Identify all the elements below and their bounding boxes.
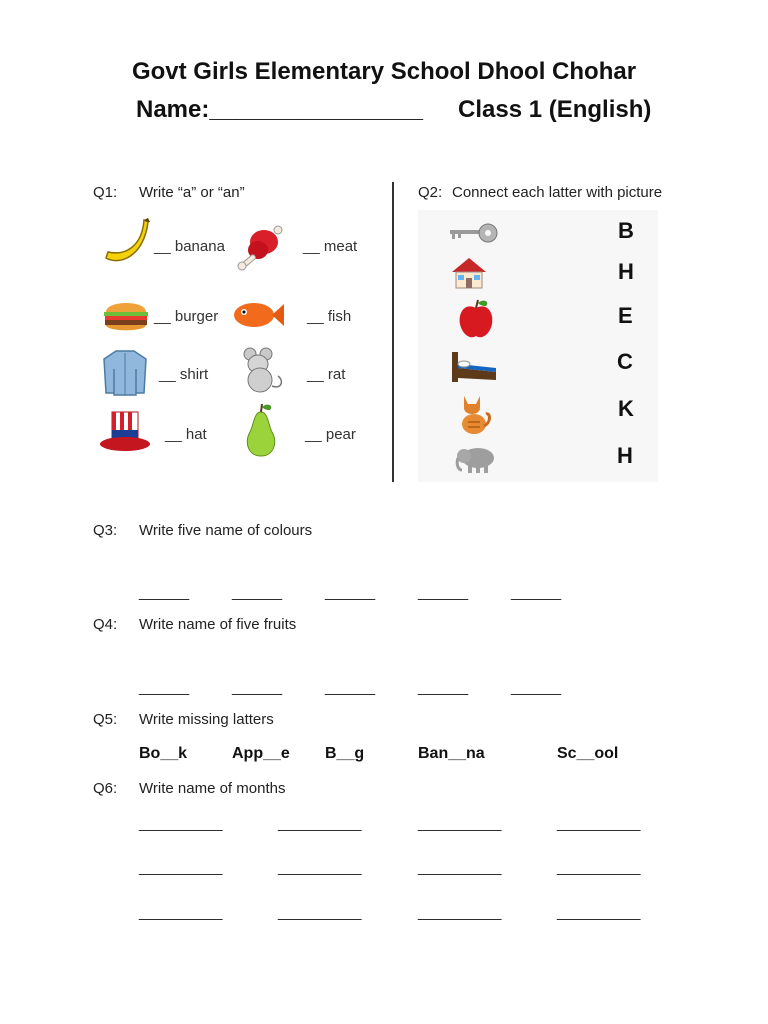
q3-blank-4[interactable]: ______ — [418, 584, 469, 601]
q2-letter-4: C — [617, 349, 633, 374]
q2-letter-6: H — [617, 443, 633, 468]
q1-item-meat: __ meat — [303, 238, 358, 255]
q3-blank-3[interactable]: ______ — [325, 584, 376, 601]
q5-prompt: Write missing latters — [139, 711, 274, 728]
q3-prompt: Write five name of colours — [139, 522, 313, 539]
q3-blank-2[interactable]: ______ — [232, 584, 283, 601]
q4-blank-5[interactable]: ______ — [511, 679, 562, 696]
q5-word-5: Sc__ool — [557, 745, 619, 762]
column-divider — [392, 182, 394, 482]
q1-item-fish: __ fish — [307, 308, 352, 325]
q5-word-2: App__e — [232, 745, 290, 762]
q1-item-shirt: __ shirt — [159, 366, 209, 383]
banana-icon — [102, 216, 154, 268]
q4-blank-3[interactable]: ______ — [325, 679, 376, 696]
q2-number: Q2: — [418, 184, 443, 201]
q4-prompt: Write name of five fruits — [139, 616, 297, 633]
q6-blank[interactable]: __________ — [278, 815, 362, 832]
q4-blank-2[interactable]: ______ — [232, 679, 283, 696]
apple-icon — [456, 298, 496, 340]
q6-blank[interactable]: __________ — [139, 904, 223, 921]
q6-blank[interactable]: __________ — [418, 904, 502, 921]
rat-icon — [238, 346, 288, 394]
q2-prompt: Connect each latter with picture — [452, 184, 663, 201]
q6-blank[interactable]: __________ — [557, 904, 641, 921]
q5-number: Q5: — [93, 711, 118, 728]
q6-prompt: Write name of months — [139, 780, 286, 797]
bed-icon — [450, 350, 500, 384]
q1-prompt: Write “a” or “an” — [139, 184, 245, 201]
fish-icon — [232, 298, 286, 332]
q2-letter-1: B — [618, 218, 634, 243]
cat-icon — [458, 392, 492, 434]
q6-blank[interactable]: __________ — [139, 859, 223, 876]
q6-blank[interactable]: __________ — [557, 859, 641, 876]
q3-number: Q3: — [93, 522, 118, 539]
elephant-icon — [454, 444, 498, 474]
class-label: Class 1 (English) — [458, 96, 652, 123]
shirt-icon — [100, 347, 150, 397]
q6-number: Q6: — [93, 780, 118, 797]
q6-blank[interactable]: __________ — [557, 815, 641, 832]
q6-blank[interactable]: __________ — [278, 904, 362, 921]
pear-icon — [240, 402, 282, 458]
meat-icon — [234, 222, 286, 274]
q6-blank[interactable]: __________ — [278, 859, 362, 876]
q6-blank[interactable]: __________ — [418, 815, 502, 832]
q4-blank-1[interactable]: ______ — [139, 679, 190, 696]
key-icon — [448, 222, 500, 244]
q5-word-4: Ban__na — [418, 745, 485, 762]
q1-item-burger: __ burger — [154, 308, 219, 325]
q1-number: Q1: — [93, 184, 118, 201]
q3-blank-5[interactable]: ______ — [511, 584, 562, 601]
school-title: Govt Girls Elementary School Dhool Chohar — [131, 58, 637, 85]
q5-word-1: Bo__k — [139, 745, 188, 762]
q2-letter-2: H — [618, 259, 634, 284]
name-field-label: Name:________________ — [136, 96, 423, 123]
q2-letter-5: K — [618, 396, 634, 421]
q1-item-banana: __ banana — [154, 238, 225, 255]
q1-item-hat: __ hat — [165, 426, 207, 443]
q3-blank-1[interactable]: ______ — [139, 584, 190, 601]
q2-letter-3: E — [618, 303, 633, 328]
q2-picture-panel — [418, 210, 658, 482]
q4-number: Q4: — [93, 616, 118, 633]
q5-word-3: B__g — [325, 745, 365, 762]
hat-icon — [98, 408, 152, 454]
house-icon — [450, 256, 488, 290]
q1-item-pear: __ pear — [305, 426, 356, 443]
burger-icon — [102, 296, 150, 336]
q6-blank[interactable]: __________ — [418, 859, 502, 876]
q4-blank-4[interactable]: ______ — [418, 679, 469, 696]
q1-item-rat: __ rat — [307, 366, 346, 383]
q6-blank[interactable]: __________ — [139, 815, 223, 832]
